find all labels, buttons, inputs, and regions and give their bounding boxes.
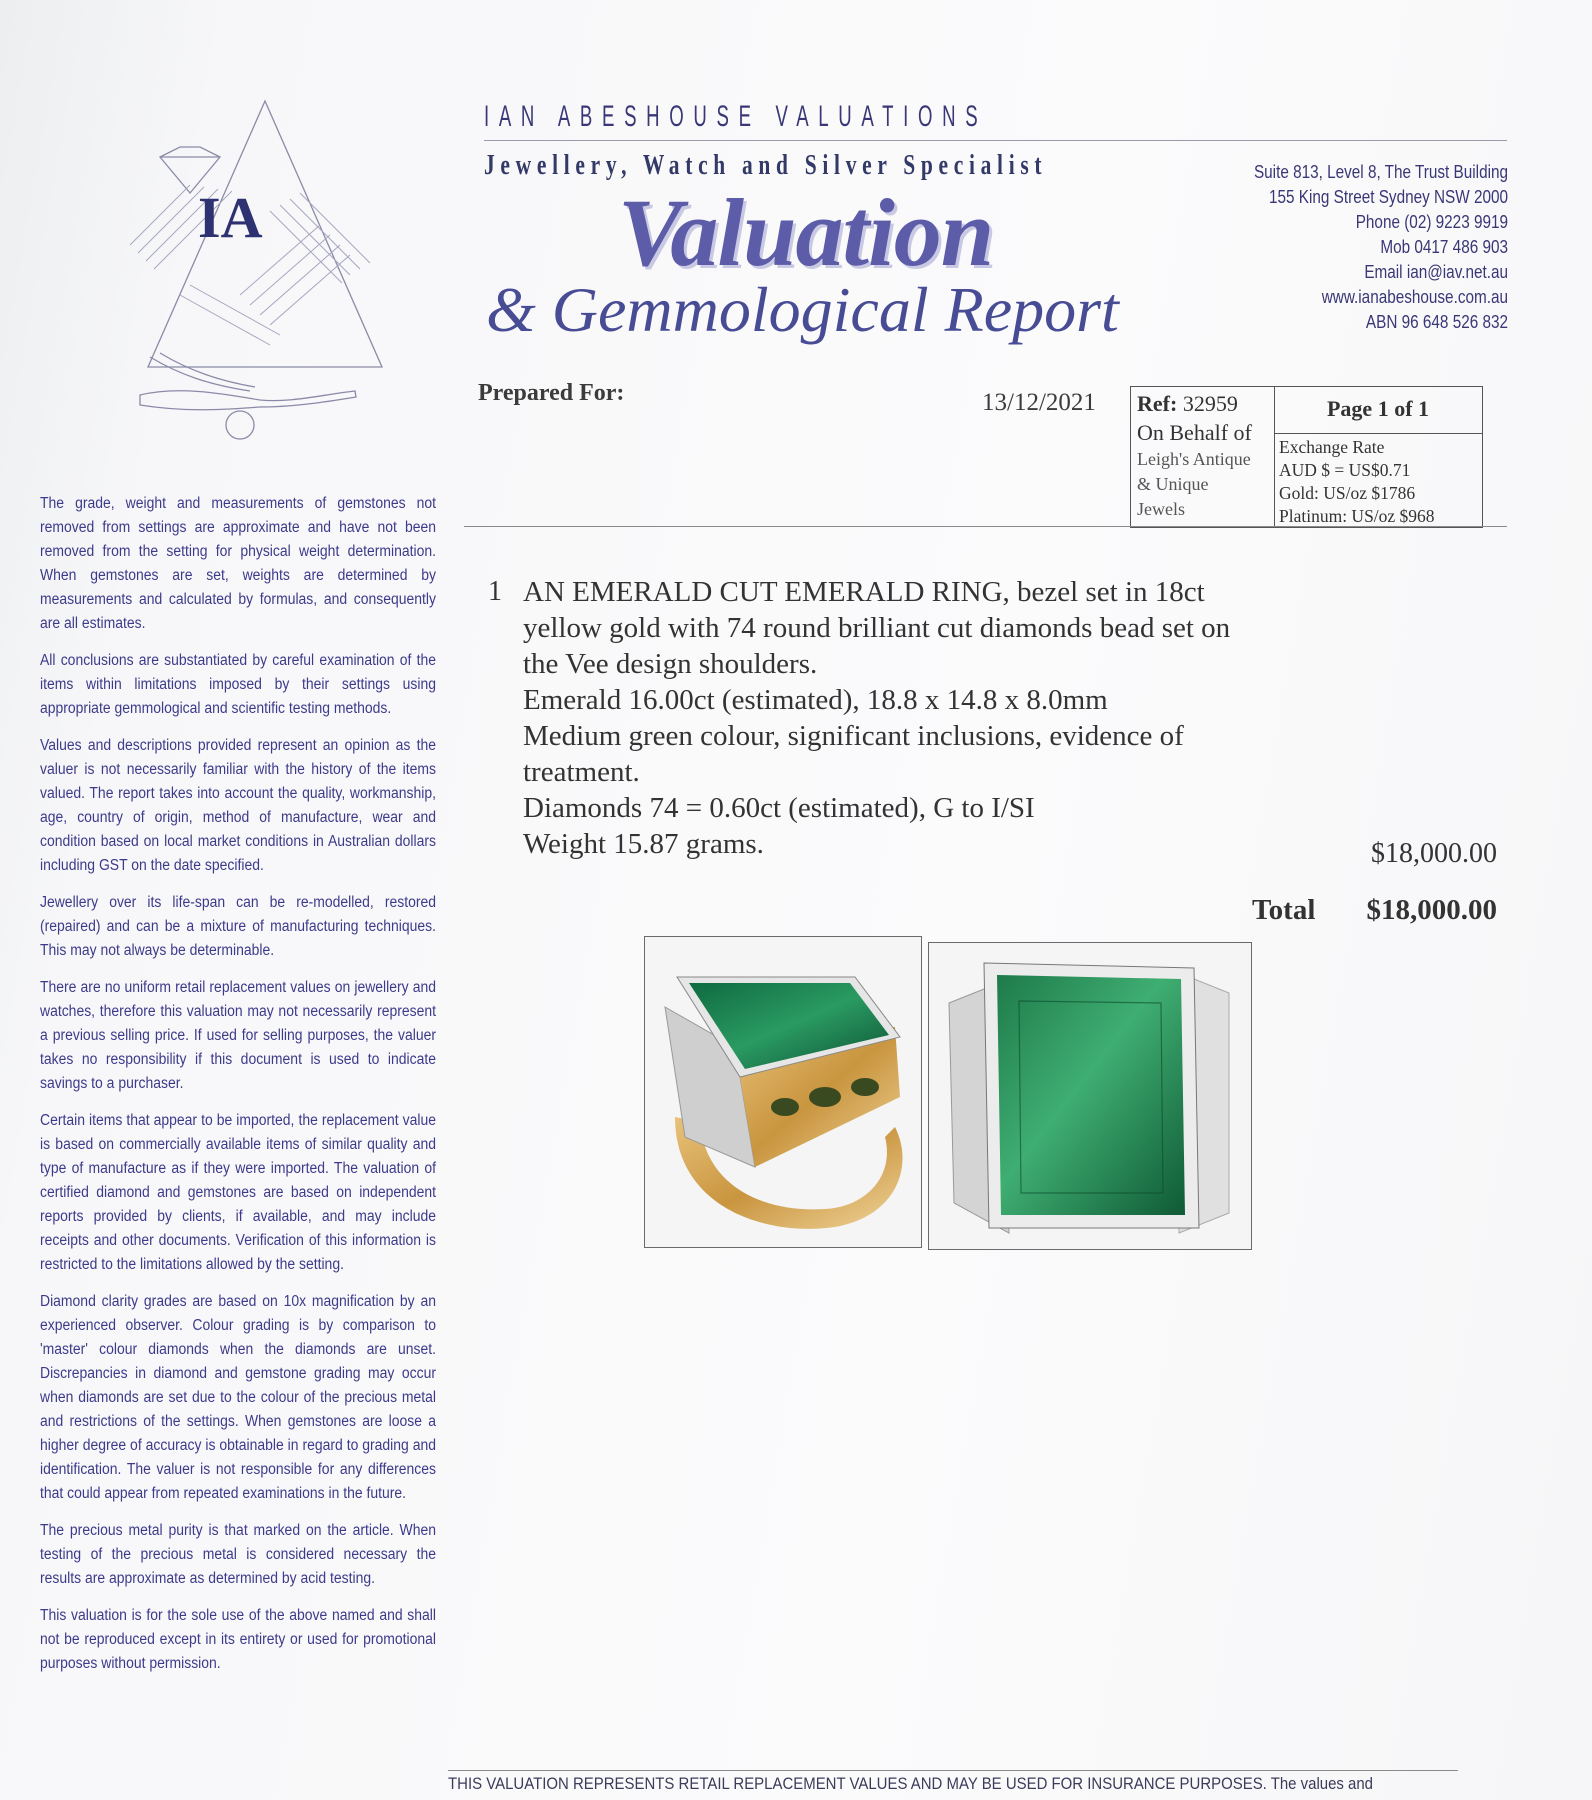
email-line: Email ian@iav.net.au [1364,262,1508,282]
total-value: $18,000.00 [1366,894,1497,926]
exchange-rate-label: Exchange Rate [1279,437,1385,457]
report-date: 13/12/2021 [982,389,1096,416]
item-line: treatment. [523,756,640,788]
aud-rate: AUD $ = US$0.71 [1279,460,1411,480]
item-line: Medium green colour, significant inclusions, evidence of [523,720,1184,752]
item-number: 1 [488,576,502,607]
disclaimer-paragraph: Diamond clarity grades are based on 10x magnification by an experienced observer. Colour grading is by comparison to 'master' colour diamonds when the diamonds are unset. Discrepancies in diamond and gemstone grading may occur when diamonds are set due to the colour of the precious metal and restrictions of the settings. When gemstones are loose a higher degree of accuracy is obtainable in regard to grading and identification. The valuer is not responsible for any differences that could appear from repeated examinations in the future. [40,1293,436,1502]
footer-divider [448,1770,1458,1771]
ref-number: 32959 [1182,391,1238,416]
disclaimer-paragraph: This valuation is for the sole use of the above named and shall not be reproduced except in its entirety or used for promotional purposes without permission. [40,1607,436,1672]
reference-box [1130,386,1483,528]
ring-photo-top [928,942,1252,1250]
client-line: & Unique [1137,474,1209,494]
item-description [523,574,1323,862]
disclaimer-paragraph: Certain items that appear to be imported, the replacement value is based on commercially available items of similar quality and type of manufacture as if they were imported. The valuation of certified diamond and gemstones are based on independent reports provided by clients, if available, and may include receipts and other documents. Verification of this information is restricted to the limitations allowed by the setting. [40,1112,436,1273]
reference-cell [1131,387,1275,527]
on-behalf-label: On Behalf of [1137,420,1252,445]
disclaimer-paragraph: Values and descriptions provided represent an opinion as the valuer is not necessarily familiar with the history of the items valued. The report takes into account the quality, workmanship, age, country of origin, method of manufacture, wear and condition based on local market conditions in Australian dollars including GST on the date specified. [40,737,436,874]
page-number: Page 1 of 1 [1274,387,1482,434]
client-name [1137,447,1277,522]
disclaimer-paragraph: The grade, weight and measurements of gemstones not removed from settings are approximate and have not been removed from the setting for physical weight determination. When gemstones are set, weights are determined by measurements and calculated by formulas, and consequently are all estimates. [40,495,436,632]
disclaimer-paragraph: Jewellery over its life-span can be re-modelled, restored (repaired) and can be a mixture of manufacturing techniques. This may not always be determinable. [40,894,436,959]
report-subtitle: & Gemmological Report [486,274,1119,345]
disclaimer-paragraph: All conclusions are substantiated by careful examination of the items within limitations imposed by their settings using appropriate gemmological and scientific testing methods. [40,652,436,717]
report-title: Valuation [618,179,994,286]
item-line: AN EMERALD CUT EMERALD RING, bezel set in 18ct [523,576,1205,608]
firm-tagline: Jewellery, Watch and Silver Specialist [484,149,1048,181]
item-line: yellow gold with 74 round brilliant cut diamonds bead set on [523,612,1231,644]
total-label: Total [1252,894,1316,926]
phone-line: Phone (02) 9223 9919 [1355,212,1508,232]
mobile-line: Mob 0417 486 903 [1380,237,1508,257]
footer-note: THIS VALUATION REPRESENTS RETAIL REPLACEMENT VALUES AND MAY BE USED FOR INSURANCE PURPOSES. The values and [448,1774,1374,1793]
client-line: Leigh's Antique [1137,449,1251,469]
disclaimers [40,492,436,1689]
disclaimer-paragraph: The precious metal purity is that marked on the article. When testing of the precious metal is considered necessary the results are approximate as determined by acid testing. [40,1522,436,1587]
section-divider [464,526,1507,527]
address-line: Suite 813, Level 8, The Trust Building [1253,162,1508,182]
header-divider [484,140,1507,141]
item-line: Weight 15.87 grams. [523,828,764,860]
item-price: $18,000.00 [1371,838,1497,869]
firm-name: IAN ABESHOUSE VALUATIONS [484,100,988,133]
item-line: Diamonds 74 = 0.60ct (estimated), G to I/SI [523,792,1035,824]
prepared-for-label: Prepared For: [478,380,625,406]
item-line: Emerald 16.00ct (estimated), 18.8 x 14.8 x 8.0mm [523,684,1108,716]
platinum-rate: Platinum: US/oz $968 [1279,506,1435,526]
website-line: www.ianabeshouse.com.au [1321,287,1508,307]
address-line: 155 King Street Sydney NSW 2000 [1269,187,1508,207]
ring-photo-angled [644,936,922,1248]
client-line: Jewels [1137,499,1185,519]
firm-address [1236,160,1508,335]
ia-logo [120,95,410,475]
exchange-rates [1279,436,1484,528]
reference-line [1137,391,1238,417]
logo-monogram: IA [198,185,263,250]
ref-label: Ref: [1137,391,1178,416]
abn-line: ABN 96 648 526 832 [1365,312,1508,332]
disclaimer-paragraph: There are no uniform retail replacement values on jewellery and watches, therefore this valuation may not necessarily represent a previous selling price. If used for selling purposes, the valuer takes no responsibility if this document is used to indicate savings to a purchaser. [40,979,436,1092]
item-line: the Vee design shoulders. [523,648,818,680]
gold-rate: Gold: US/oz $1786 [1279,483,1416,503]
